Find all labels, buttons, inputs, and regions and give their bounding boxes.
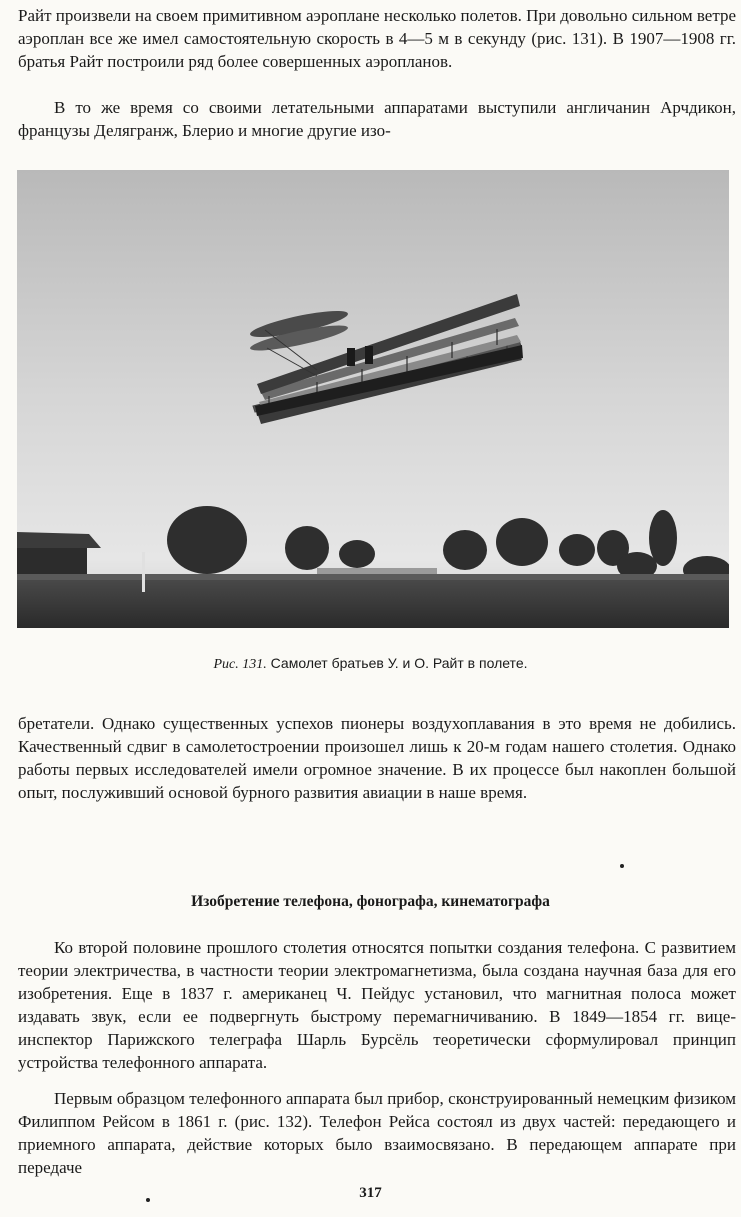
paragraph-telephone-history: Ко второй половине прошлого столетия относятся попытки создания телефона. С развитием теории электричества, в частности теории электромагнетизма, была создана научная база для его изобретения. Еще в 1837 г. американец Ч. Пейдус установил, что магнитная полоса может издавать звук, если ее подвергнуть быстрому перемагничиванию. В 1849—1854 гг. вице-инспектор Парижского телеграфа Шарль Бурсёль теоретически сформулировал принцип устройства телефонного аппарата. xyxy=(18,938,736,1072)
print-speck xyxy=(620,864,624,868)
figure-wright-airplane-photo xyxy=(17,170,729,628)
figure-label: Рис. 131. xyxy=(213,657,267,672)
page-number: 317 xyxy=(359,1185,382,1201)
paragraph-wright-flights: Райт произвели на своем примитивном аэроплане несколько полетов. При довольно сильном ветре аэроплан все же имел самостоятельную скорость в 4—5 м в секунду (рис. 131). В 1907—1908 гг. братья Райт построили ряд более совершенных аэропланов. xyxy=(18,6,737,71)
paragraph-aviation-progress: бретатели. Однако существенных успехов пионеры воздухоплавания в это время не добились. Качественный сдвиг в самолетостроении произошел лишь к 20-м годам нашего столетия. Однако работы первых исследователей имели огромное значение. В их процессе был накоплен большой опыт, послуживший основой бурного развития авиации в наше время. xyxy=(18,714,736,802)
airplane-photo-illustration xyxy=(17,170,729,628)
figure-caption xyxy=(0,654,741,674)
paragraph-other-inventors: В то же время со своими летательными аппаратами выступили англичанин Арчдикон, французы Делягранж, Блерио и многие другие изо- xyxy=(18,98,736,140)
paragraph-reis-telephone: Первым образцом телефонного аппарата был прибор, сконструированный немецким физиком Филиппом Рейсом в 1861 г. (рис. 132). Телефон Рейса состоял из двух частей: передающего и приемного аппарата, действие которых было взаимосвязано. В передающем аппарате при передаче xyxy=(18,1089,736,1177)
figure-caption-text: Самолет братьев У. и О. Райт в полете. xyxy=(270,655,528,671)
section-heading: Изобретение телефона, фонографа, кинематографа xyxy=(191,893,550,910)
